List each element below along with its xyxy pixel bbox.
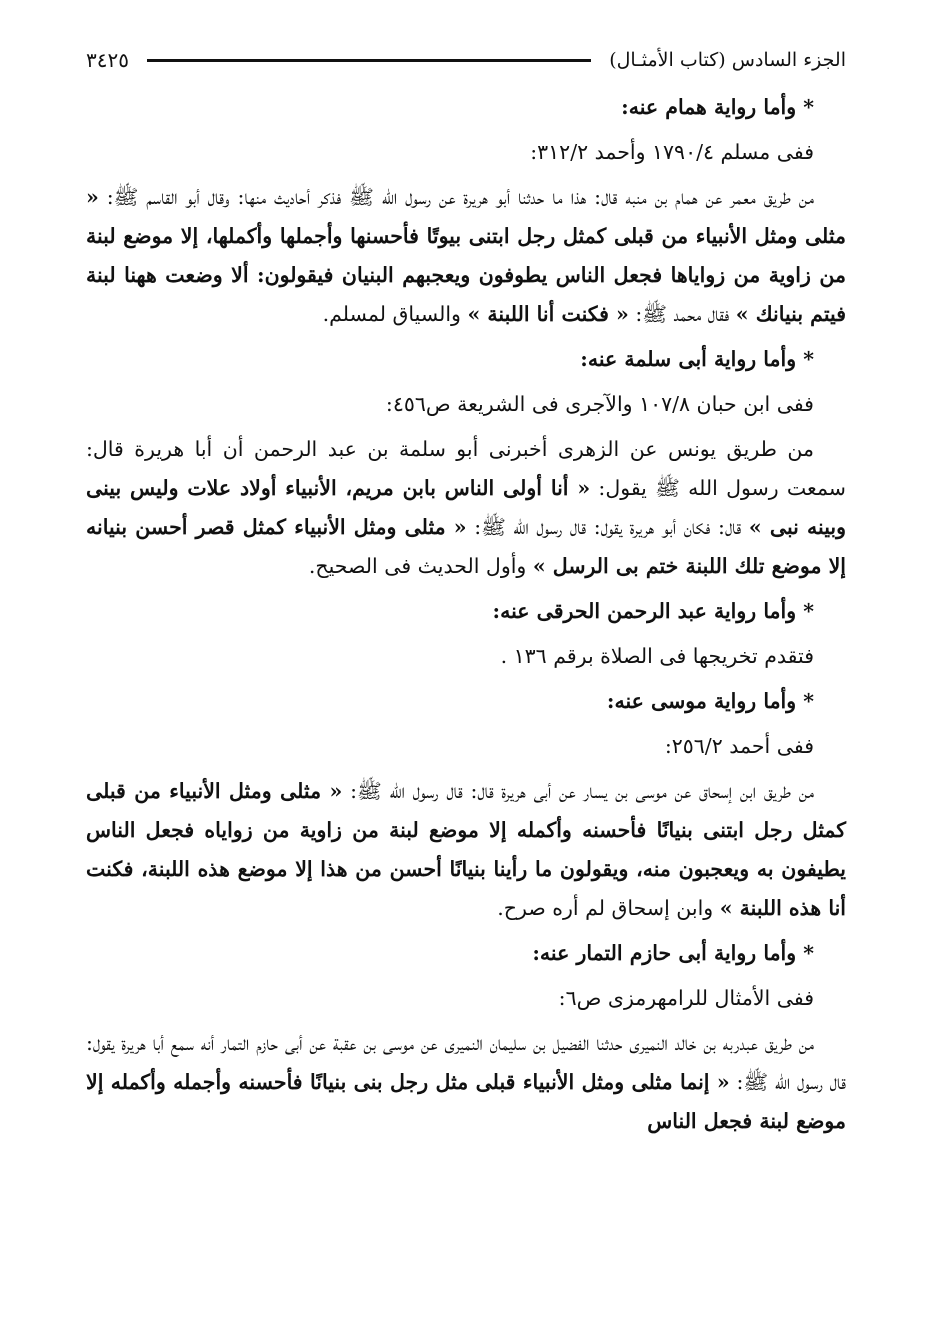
source-reference: ففى أحمد ٢٥٦/٢: [664,734,814,758]
hadith-text: « فكنت أنا اللبنة » [467,302,629,326]
section-heading: * وأما رواية أبى سلمة عنه: [580,347,814,371]
hadith-text: « مثلى ومثل الأنبياء كمثل قصر أحسن بنيانه إلا موضع تلك اللبنة ختم بى الرسل » [86,515,846,578]
section-heading: * وأما رواية أبى حازم التمار عنه: [532,941,814,965]
source-reference: ففى الأمثال للرامهرمزى ص٦: [558,986,814,1010]
page-body [86,88,846,1141]
running-title: الجزء السادس (كتاب الأمثـال) [609,49,846,71]
header-rule [147,59,591,62]
hadith-paragraph [86,178,846,334]
source-reference: ففى ابن حبان ١٠٧/٨ والآجرى فى الشريعة ص٤٥٦: [385,392,814,416]
page-number: ٣٤٢٥ [86,48,129,72]
narration-text: فقال محمد ﷺ: [628,302,736,326]
hadith-paragraph [86,772,846,928]
narration-text: وابن إسحاق لم أره صرح. [497,896,720,920]
section-heading: * وأما رواية عبد الرحمن الحرقى عنه: [492,599,814,623]
page-header [86,40,846,80]
book-page [86,40,846,1147]
hadith-paragraph [86,1024,846,1141]
hadith-text: « مثلى ومثل الأنبياء من قبلى كمثل رجل ابتنى بنيانًا فأحسنه وأكمله إلا موضع لبنة من زاوية من زواياه فجعل الناس يطيفون به ويعجبون منه، ويقولون ما رأينا بنيانًا أحسن من هذا إلا موضع هذه اللبنة، فكنت أنا هذه اللبنة » [86,779,846,920]
narration-text: من طريق معمر عن همام بن منبه قال: هذا ما حدثنا أبو هريرة عن رسول الله ﷺ فذكر أحاديث منها: وقال أبو القاسم ﷺ: [98,185,814,209]
section-heading: * وأما رواية موسى عنه: [606,689,814,713]
hadith-text: « أنا أولى الناس بابن مريم، الأنبياء أولاد علات وليس بينى وبينه نبى » [86,476,846,539]
narration-text: من طريق يونس عن الزهرى أخبرنى أبو سلمة بن عبد الرحمن أن أبا هريرة قال: سمعت رسول الله ﷺ يقول: [86,437,846,500]
source-reference: فتقدم تخريجها فى الصلاة برقم ١٣٦ . [500,644,814,668]
hadith-text: « مثلى ومثل الأنبياء من قبلى كمثل رجل ابتنى بيوتًا فأحسنها وأجملها وأكملها، إلا موضع لبنة من زاوية من زواياها فجعل الناس يطوفون ويعجبهم البنيان فيقولون: ألا وضعت ههنا لبنة فيتم بنيانك » [86,185,847,326]
hadith-text: « إنما مثلى ومثل الأنبياء قبلى مثل رجل بنى بنيانًا فأحسنه وأجمله وأكمله إلا موضع لبنة فجعل الناس [86,1070,846,1133]
source-reference: ففى مسلم ١٧٩٠/٤ وأحمد ٣١٢/٢: [530,140,814,164]
narration-text: قال: فكان أبو هريرة يقول: قال رسول الله ﷺ: [466,515,749,539]
narration-text: من طريق ابن إسحاق عن موسى بن يسار عن أبى هريرة قال: قال رسول الله ﷺ: [342,779,814,803]
narration-text: من طريق عبدربه بن خالد النميرى حدثنا الفضيل بن سليمان النميرى عن موسى بن عقبة عن أبى حازم التمار أنه سمع أبا هريرة يقول: قال رسول الله ﷺ: [86,1031,846,1094]
narration-text: والسياق لمسلم. [322,302,468,326]
narration-text: وأول الحديث فى الصحيح. [308,554,533,578]
hadith-paragraph [86,430,846,586]
section-heading: * وأما رواية همام عنه: [621,95,814,119]
